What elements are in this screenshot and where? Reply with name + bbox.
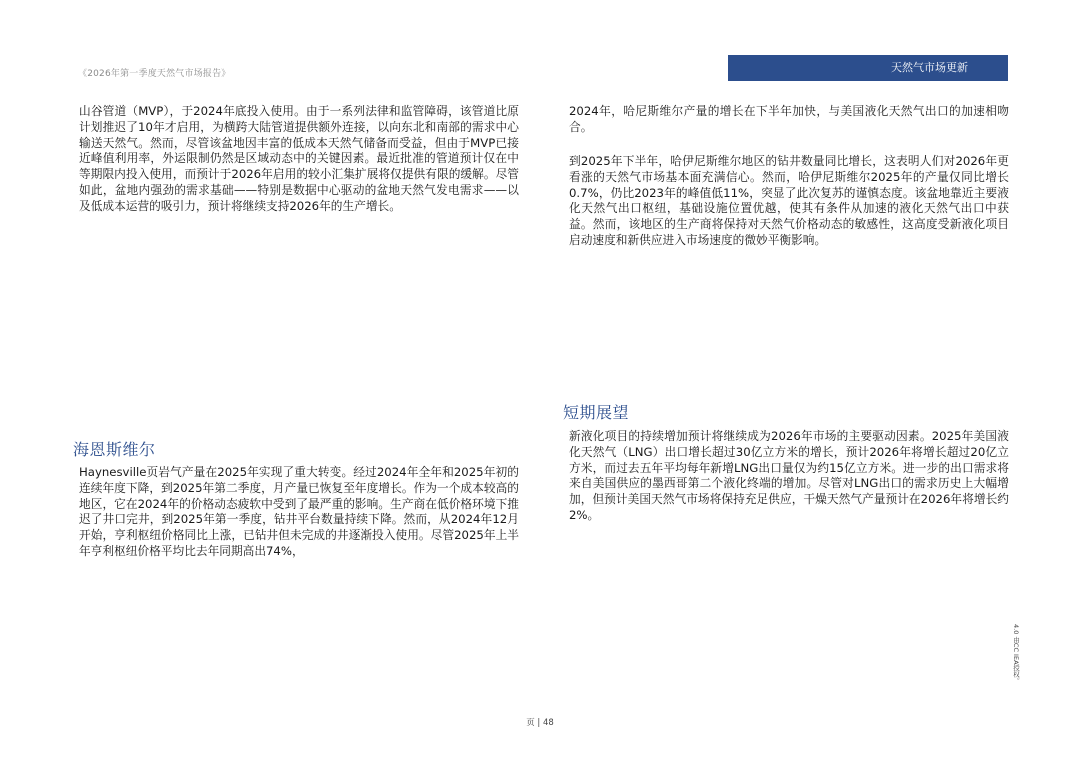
section-tag: 天然气市场更新	[728, 55, 1008, 81]
license-note: 4.0 由CC IEA授权。	[1012, 624, 1020, 685]
haynesville-paragraph: Haynesville页岩气产量在2025年实现了重大转变。经过2024年全年和2025年初的连续年度下降，到2025年第二季度，月产量已恢复至年度增长。作为一个成本较高的地区，它在2024年的价格动态疲软中受到了最严重的影响。生产商在低价格环境下推迟了井口完井，到2025年第一季度，钻井平台数量持续下降。然而，从2024年12月开始，亨利枢纽价格同比上涨，已钻井但未完成的井逐渐投入使用。尽管2025年上半年亨利枢纽价格平均比去年同期高出74%，	[79, 465, 519, 558]
right-paragraph-1: 2024年，哈尼斯维尔产量的增长在下半年加快，与美国液化天然气出口的加速相吻合。	[569, 104, 1009, 134]
outlook-paragraph: 新液化项目的持续增加预计将继续成为2026年市场的主要驱动因素。2025年美国液化天然气（LNG）出口增长超过30亿立方米的增长，预计2026年将增长超过20亿立方米，而过去五年平均每年新增LNG出口量仅为约15亿立方米。进一步的出口需求将来自美国供应的墨西哥第二个液化终端的增加。尽管对LNG出口的需求历史上大幅增加，但预计美国天然气市场将保持充足供应，干燥天然气产量预计在2026年将增长约2%。	[569, 429, 1009, 522]
intro-paragraph: 山谷管道（MVP），于2024年底投入使用。由于一系列法律和监管障碍，该管道比原计划推迟了10年才启用，为横跨大陆管道提供额外连接，以向东北和南部的需求中心输送天然气。然而，尽管该盆地因丰富的低成本天然气储备而受益，但由于MVP已接近峰值利用率，外运限制仍然是区域动态中的关键因素。最近批准的管道预计仅在中等期限内投入使用，而预计于2026年启用的较小汇集扩展将仅提供有限的缓解。尽管如此，盆地内强劲的需求基础——特别是数据中心驱动的盆地天然气发电需求——以及低成本运营的吸引力，预计将继续支持2026年的生产增长。	[79, 104, 519, 213]
page-number: 页 | 48	[526, 718, 554, 728]
outlook-heading: 短期展望	[563, 403, 630, 422]
report-title: 《2026年第一季度天然气市场报告》	[78, 69, 231, 79]
haynesville-heading: 海恩斯维尔	[73, 440, 156, 459]
right-paragraph-2: 到2025年下半年，哈伊尼斯维尔地区的钻井数量同比增长，这表明人们对2026年更看涨的天然气市场基本面充满信心。然而，哈伊尼斯维尔2025年的产量仅同比增长0.7%，仍比2023年的峰值低11%，突显了此次复苏的谨慎态度。该盆地靠近主要液化天然气出口枢纽，基础设施位置优越，使其有条件从加速的液化天然气出口中获益。然而，该地区的生产商将保持对天然气价格动态的敏感性，这高度受新液化项目启动速度和新供应进入市场速度的微妙平衡影响。	[569, 154, 1009, 247]
